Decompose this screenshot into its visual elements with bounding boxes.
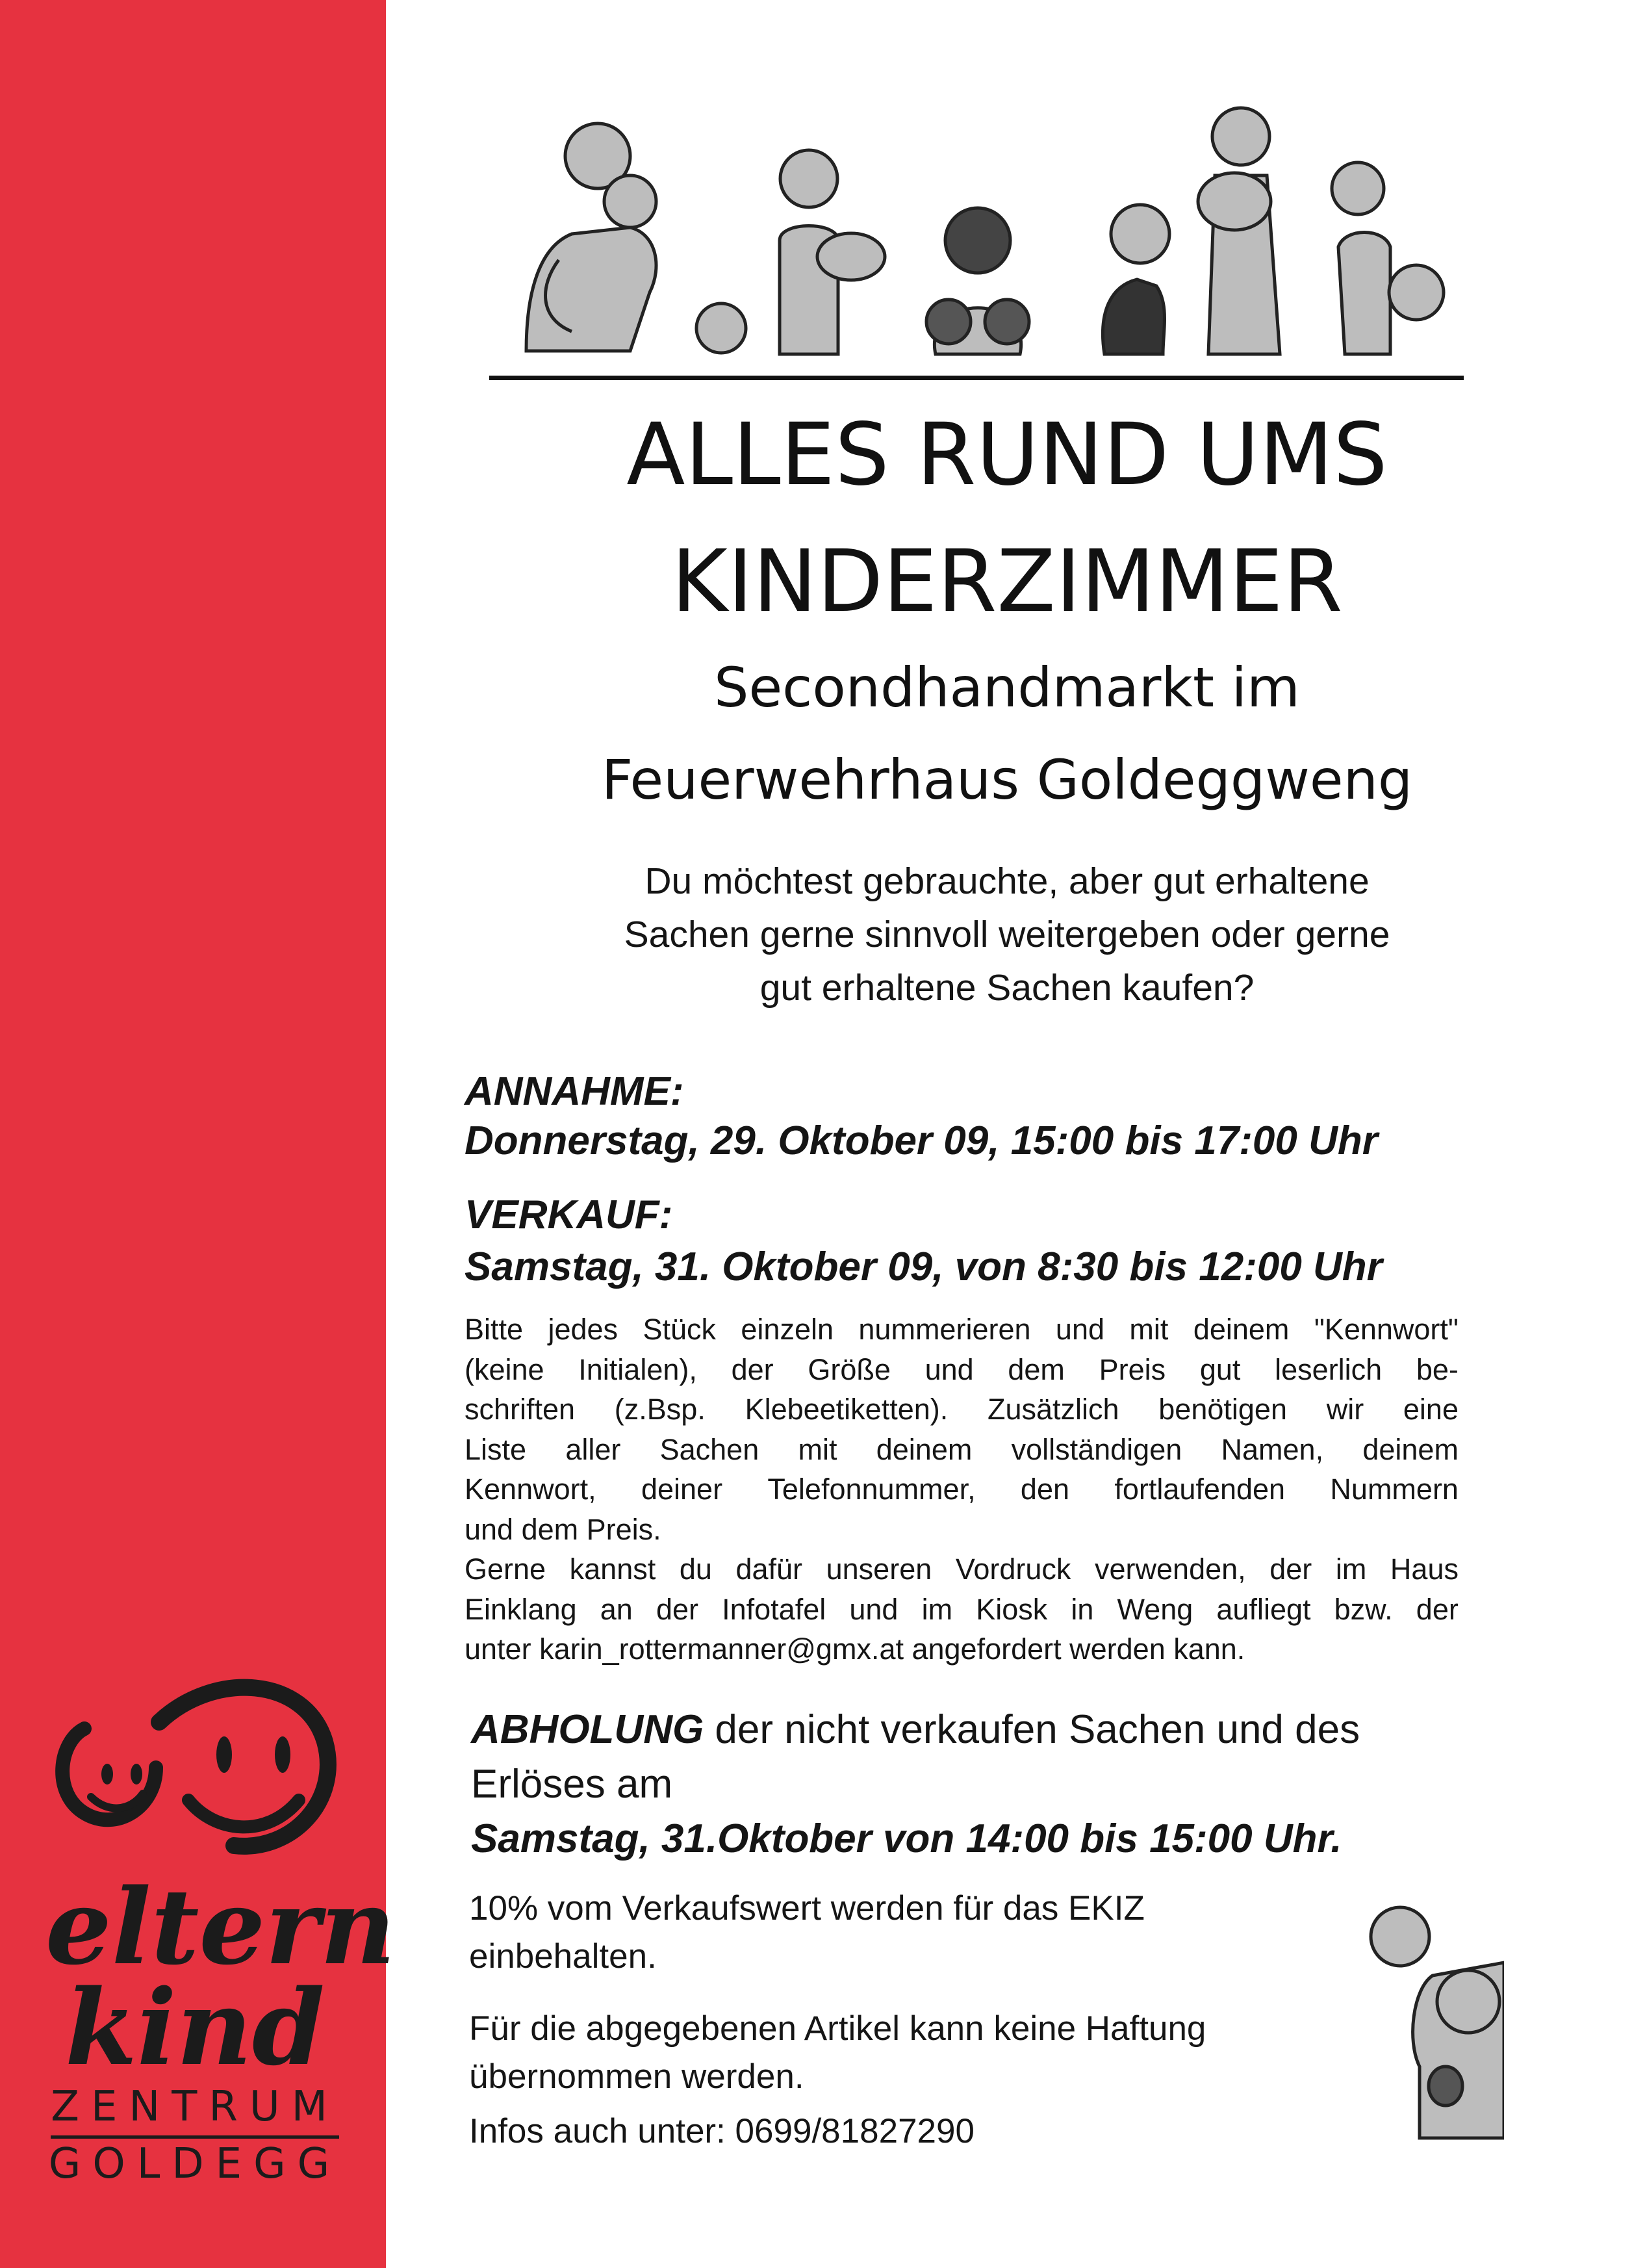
peeking-child-illustration-icon xyxy=(1355,1898,1504,2145)
liability-line1: Für die abgegebenen Artikel kann keine Haftung xyxy=(469,2009,1206,2048)
liability-line2: übernommen werden. xyxy=(469,2057,804,2096)
verkauf-date: Samstag, 31. Oktober 09, von 8:30 bis 12:00 Uhr xyxy=(465,1244,1383,1289)
fee-note-line1: 10% vom Verkaufswert werden für das EKIZ xyxy=(469,1889,1145,1927)
logo-goldegg: GOLDEGG xyxy=(48,2140,342,2188)
logo-word-eltern: eltern xyxy=(45,1866,396,1988)
intro-paragraph: Du möchtest gebrauchte, aber gut erhaltene Sachen gerne sinnvoll weitergeben oder gerne gut erhaltene Sachen kaufen? xyxy=(624,860,1390,1009)
abholung-label: ABHOLUNG xyxy=(471,1707,704,1752)
instructions-paragraph: Bitte jedes Stück einzeln nummerieren und mit deinem "Kennwort" (keine Initialen), der Größe und dem Preis gut leserlich be- schriften (z.Bsp. Klebeetiketten). Zusätzlich benötigen wir eine Liste aller Sachen mit deinem vollständigen Namen, deinem Kennwort, deiner Telefonnummer, den fortlaufenden Nummern und dem Preis. Gerne kannst du dafür unseren Vordruck verwenden, der im Haus Einklang an der Infotafel und im Kiosk in Weng aufliegt bzw. der unter karin_rottermanner@gmx.at angefordert werden kann. xyxy=(465,1313,1459,1666)
annahme-date: Donnerstag, 29. Oktober 09, 15:00 bis 17:00 Uhr xyxy=(465,1118,1378,1163)
logo-zentrum: ZENTRUM xyxy=(51,2083,339,2131)
fee-note-line2: einbehalten. xyxy=(469,1937,657,1976)
eltern-kind-zentrum-logo xyxy=(45,1644,396,2188)
abholung-date: Samstag, 31.Oktober von 14:00 bis 15:00 Uhr. xyxy=(471,1816,1342,1861)
annahme-label: ANNAHME: xyxy=(465,1069,684,1114)
logo-divider xyxy=(51,2135,339,2139)
subtitle-line2: Feuerwehrhaus Goldeggweng xyxy=(601,748,1413,812)
verkauf-label: VERKAUF: xyxy=(465,1192,673,1237)
page-title-line2: KINDERZIMMER xyxy=(671,532,1343,632)
abholung-block: ABHOLUNG der nicht verkaufen Sachen und des Erlöses am Samstag, 31.Oktober von 14:00 bis 15:00 Uhr. xyxy=(471,1703,1360,1866)
smiley-faces-logo-icon xyxy=(45,1644,344,1878)
subtitle-line1: Secondhandmarkt im xyxy=(714,656,1300,719)
logo-word-kind: kind xyxy=(65,1966,325,2089)
children-family-illustration-icon xyxy=(500,97,1462,357)
page-title-line1: ALLES RUND UMS xyxy=(626,405,1388,505)
top-divider xyxy=(489,376,1464,380)
contact-info: Infos auch unter: 0699/81827290 xyxy=(469,2112,975,2150)
